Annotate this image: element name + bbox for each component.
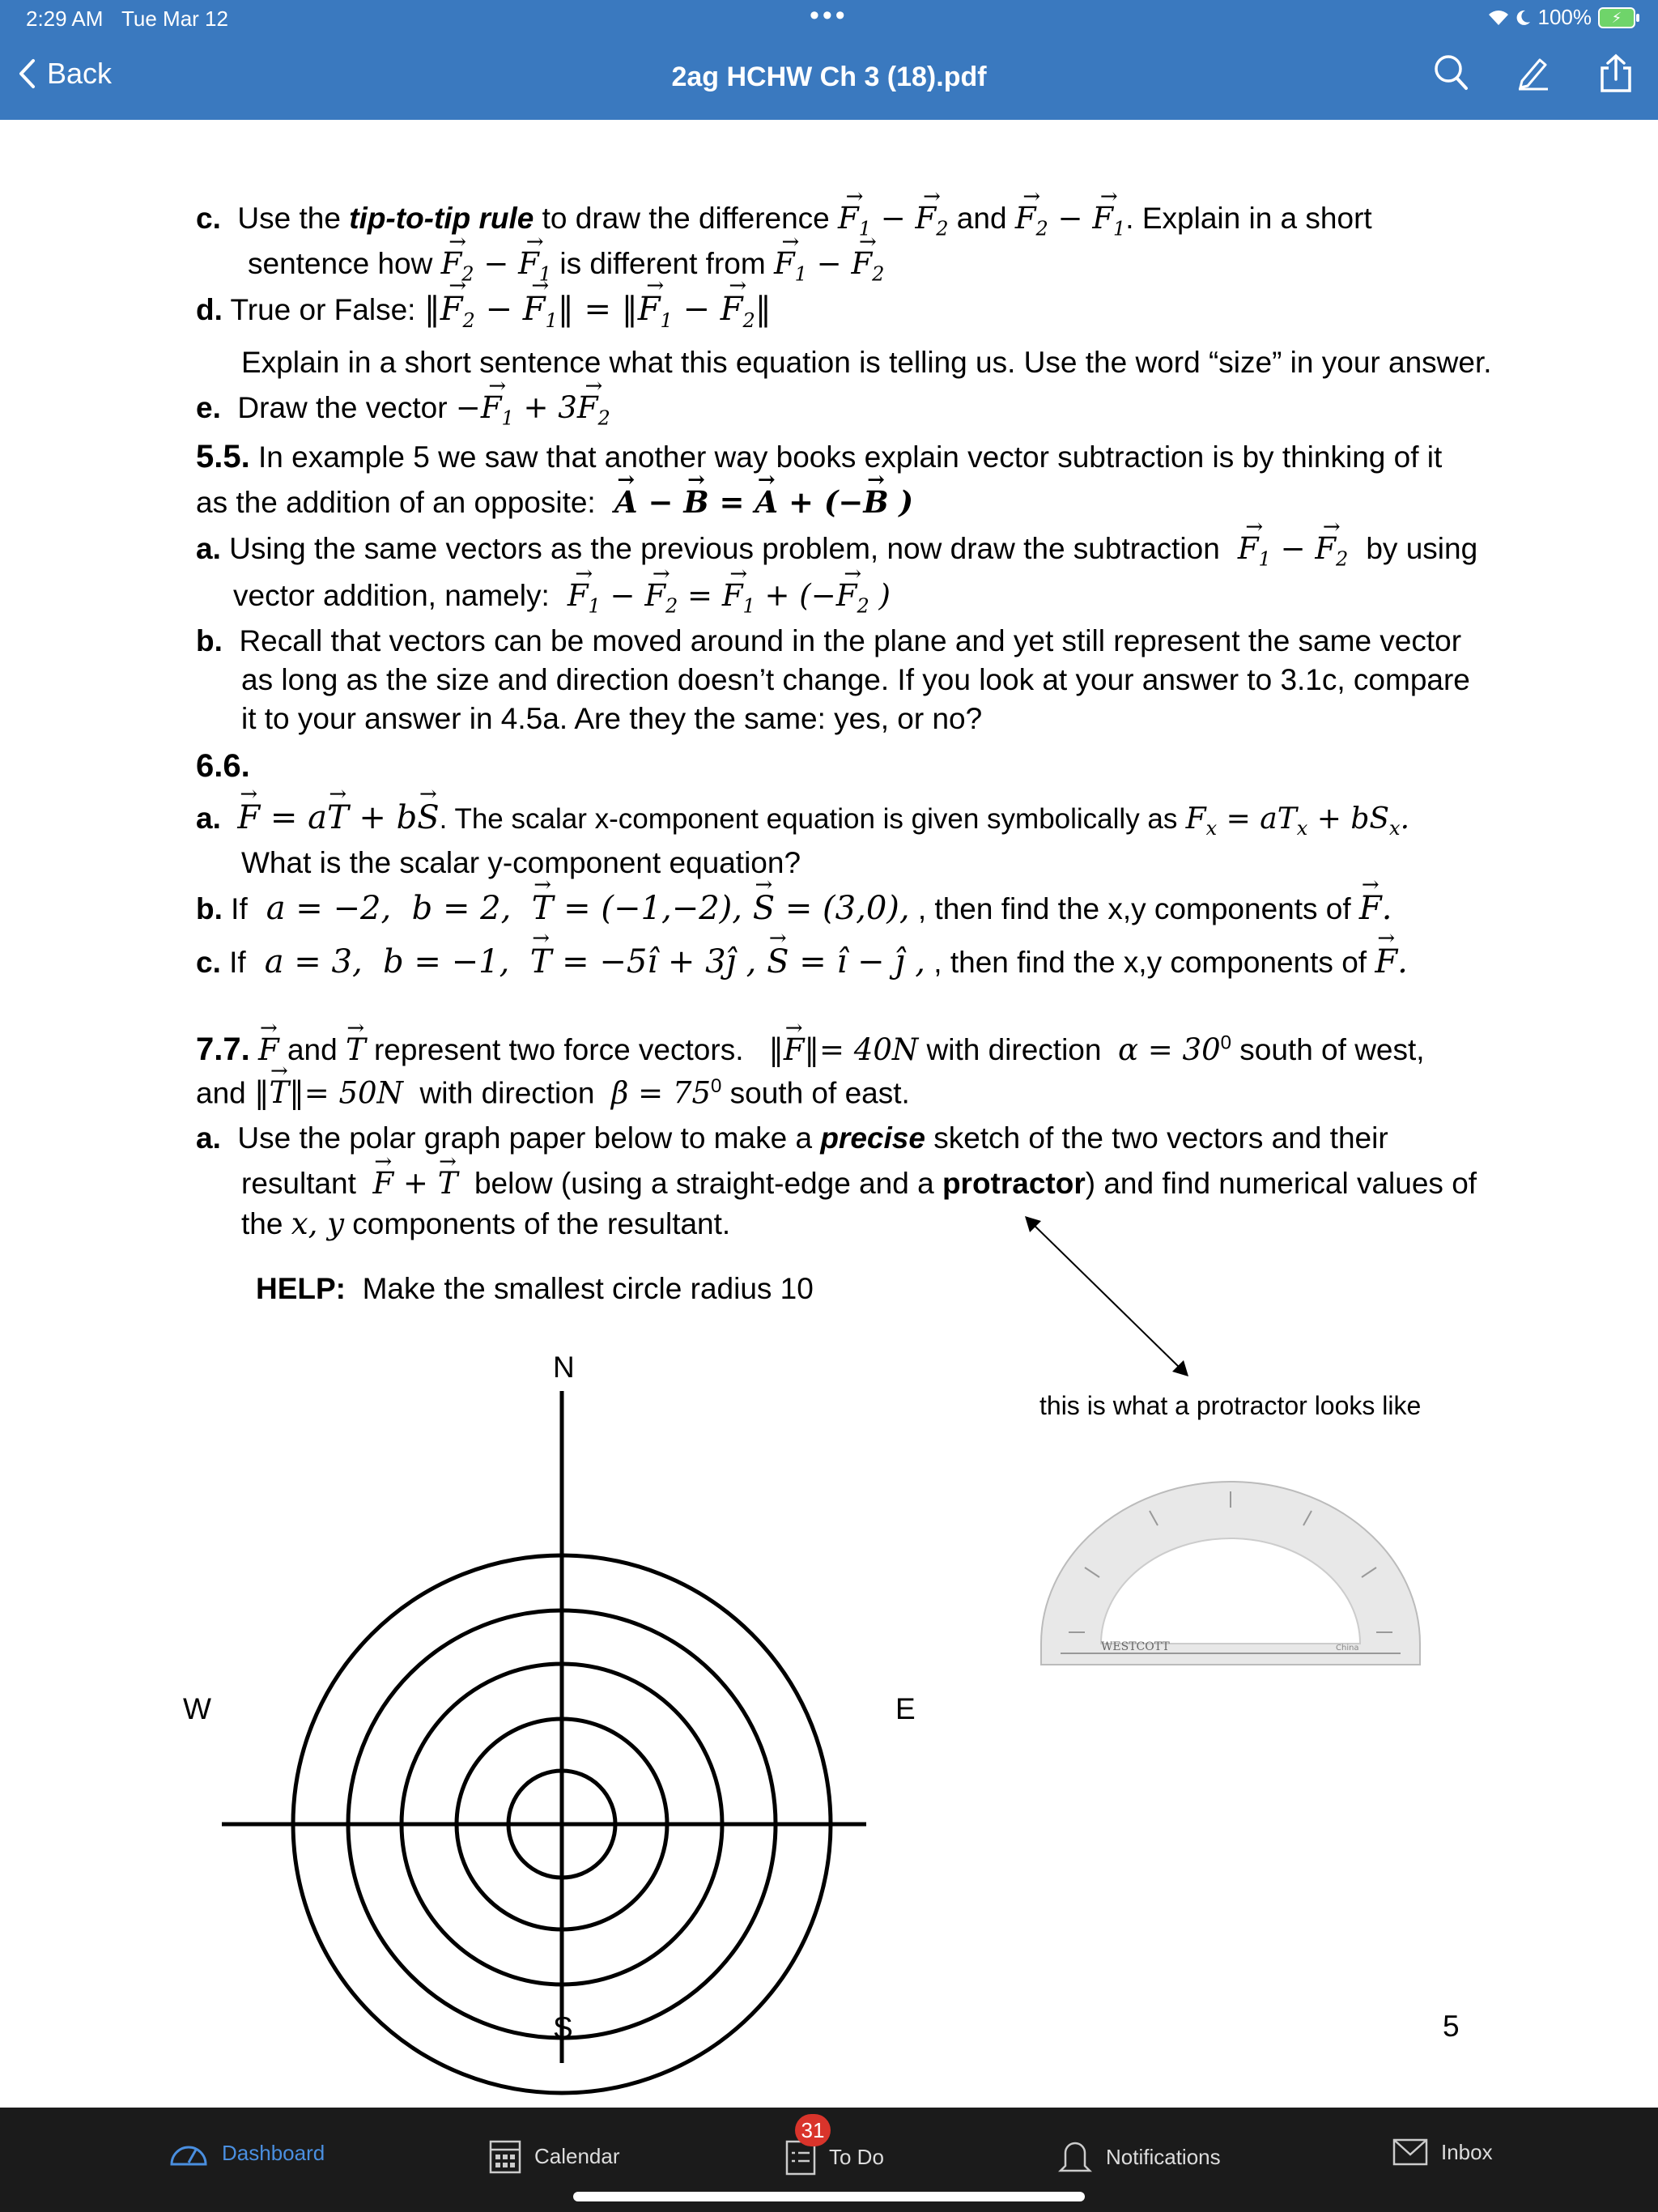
problem-5-5-b-line3: it to your answer in 4.5a. Are they the same: yes, or no? <box>241 702 983 735</box>
search-icon[interactable] <box>1433 53 1469 91</box>
compass-north: N <box>553 1351 575 1384</box>
problem-5-5-b-line2: as long as the size and direction doesn’t change. If you look at your answer to 3.1c, compare <box>241 663 1470 696</box>
problem-5-5-a-line2: vector addition, namely: → $F_1$ − → $F_2$ = → $F_1$ + (−→ $F_2$ ) <box>233 578 891 618</box>
moon-icon <box>1516 9 1532 27</box>
status-icons <box>1488 5 1636 30</box>
markup-pen-icon[interactable] <box>1516 53 1551 91</box>
problem-7-7-a-line3: the x, y components of the resultant. <box>241 1206 731 1241</box>
problem-6-6-a-line2: What is the scalar y-component equation? <box>241 846 801 879</box>
bell-icon <box>1057 2138 1093 2176</box>
calendar-icon <box>489 2138 521 2174</box>
pointer-arrow <box>1020 1211 1198 1381</box>
problem-5-5-line1: 5.5. In example 5 we saw that another way books explain vector subtraction is by thinking of it <box>196 439 1443 474</box>
protractor-caption: this is what a protractor looks like <box>1039 1391 1422 1420</box>
status-time: 2:29 AM <box>26 6 104 31</box>
bottom-tab-bar <box>0 2108 1658 2212</box>
problem-6-6-c: c. If a = 3, b = −1, → T = −5î + 3ĵ , → S = î − ĵ , , then find the x,y components of → F. <box>196 942 1408 981</box>
protractor-brand: WESTCOTT <box>1101 1640 1170 1653</box>
dashboard-icon <box>168 2138 209 2167</box>
multitasking-dots[interactable]: ••• <box>810 0 848 31</box>
battery-percent: 100% <box>1537 5 1592 29</box>
tab-todo[interactable]: To Do <box>785 2138 884 2176</box>
home-indicator[interactable] <box>573 2192 1085 2201</box>
pdf-page <box>0 120 1658 2108</box>
problem-5-5-line2: as the addition of an opposite: → A − → B = → A + (−→ B ) <box>196 484 913 521</box>
problem-6-6-b: b. If a = −2, b = 2, → T = (−1,−2), → S = (3,0), , then find the x,y components of → F. <box>196 889 1392 928</box>
problem-6-6-a-line1: a. → F = a→ T + b→ S. The scalar x-component equation is given symbolically as $F_x = aT_x + bS_x$. <box>196 798 1409 840</box>
compass-east: E <box>895 1692 916 1725</box>
battery-icon: ⚡ <box>1598 7 1635 28</box>
item-e: e. Draw the vector −→ $F_1 + 3\to F_2$ <box>196 390 610 430</box>
page-number: 5 <box>1443 2010 1460 2043</box>
compass-west: W <box>183 1692 211 1725</box>
share-icon[interactable] <box>1598 53 1634 94</box>
protractor-image <box>1036 1470 1425 1681</box>
wifi-icon <box>1488 9 1509 27</box>
document-title: 2ag HCHW Ch 3 (18).pdf <box>671 62 987 92</box>
tab-inbox[interactable]: Inbox <box>1392 2138 1493 2166</box>
tab-calendar[interactable]: Calendar <box>489 2138 620 2174</box>
item-c-line2: sentence how → $F_2$ − → $F_1$ is different from → $F_1$ − → $F_2$ <box>248 246 884 286</box>
item-c-line1: c. Use the tip-to-tip rule to draw the difference → $F_1$ − → $F_2$ and → $F_2$ − → $F_1$. Explain in a short <box>196 201 1372 240</box>
protractor-origin: China <box>1336 1644 1359 1653</box>
problem-7-7-line1: 7.7. → F and → T represent two force vectors. ‖→ F‖= 40N with direction $\alpha = 30^0$ south of west, <box>196 1030 1425 1069</box>
problem-7-7-line2: and ‖→ T‖= 50N with direction $\beta = 75^0$ south of east. <box>196 1075 910 1112</box>
problem-7-7-a-line1: a. Use the polar graph paper below to make a precise sketch of the two vectors and their <box>196 1121 1388 1155</box>
todo-count-badge: 31 <box>795 2114 831 2146</box>
top-bar <box>0 0 1658 120</box>
item-d-line1: d. True or False: ‖→ $F_2$ − → $F_1‖$ = ‖→ $F_1$ − → $F_2‖$ <box>196 290 772 333</box>
tab-notifications[interactable]: Notifications <box>1057 2138 1221 2176</box>
tab-dashboard[interactable]: Dashboard <box>168 2138 325 2167</box>
problem-5-5-a-line1: a. Using the same vectors as the previous problem, now draw the subtraction → $F_1$ − → $F_2$ by using <box>196 531 1477 571</box>
item-d-line2: Explain in a short sentence what this equation is telling us. Use the word “size” in your answer. <box>241 346 1492 379</box>
status-date: Tue Mar 12 <box>121 6 228 31</box>
problem-5-5-b-line1: b. Recall that vectors can be moved around in the plane and yet still represent the same vector <box>196 624 1462 657</box>
back-label: Back <box>47 57 113 90</box>
compass-south: S <box>553 2011 573 2044</box>
help-note: HELP: Make the smallest circle radius 10 <box>256 1272 814 1305</box>
mail-icon <box>1392 2138 1428 2166</box>
problem-6-6: 6.6. <box>196 748 250 784</box>
problem-7-7-a-line2: resultant → F + → T below (using a straight-edge and a protractor) and find numerical values of <box>241 1166 1477 1202</box>
